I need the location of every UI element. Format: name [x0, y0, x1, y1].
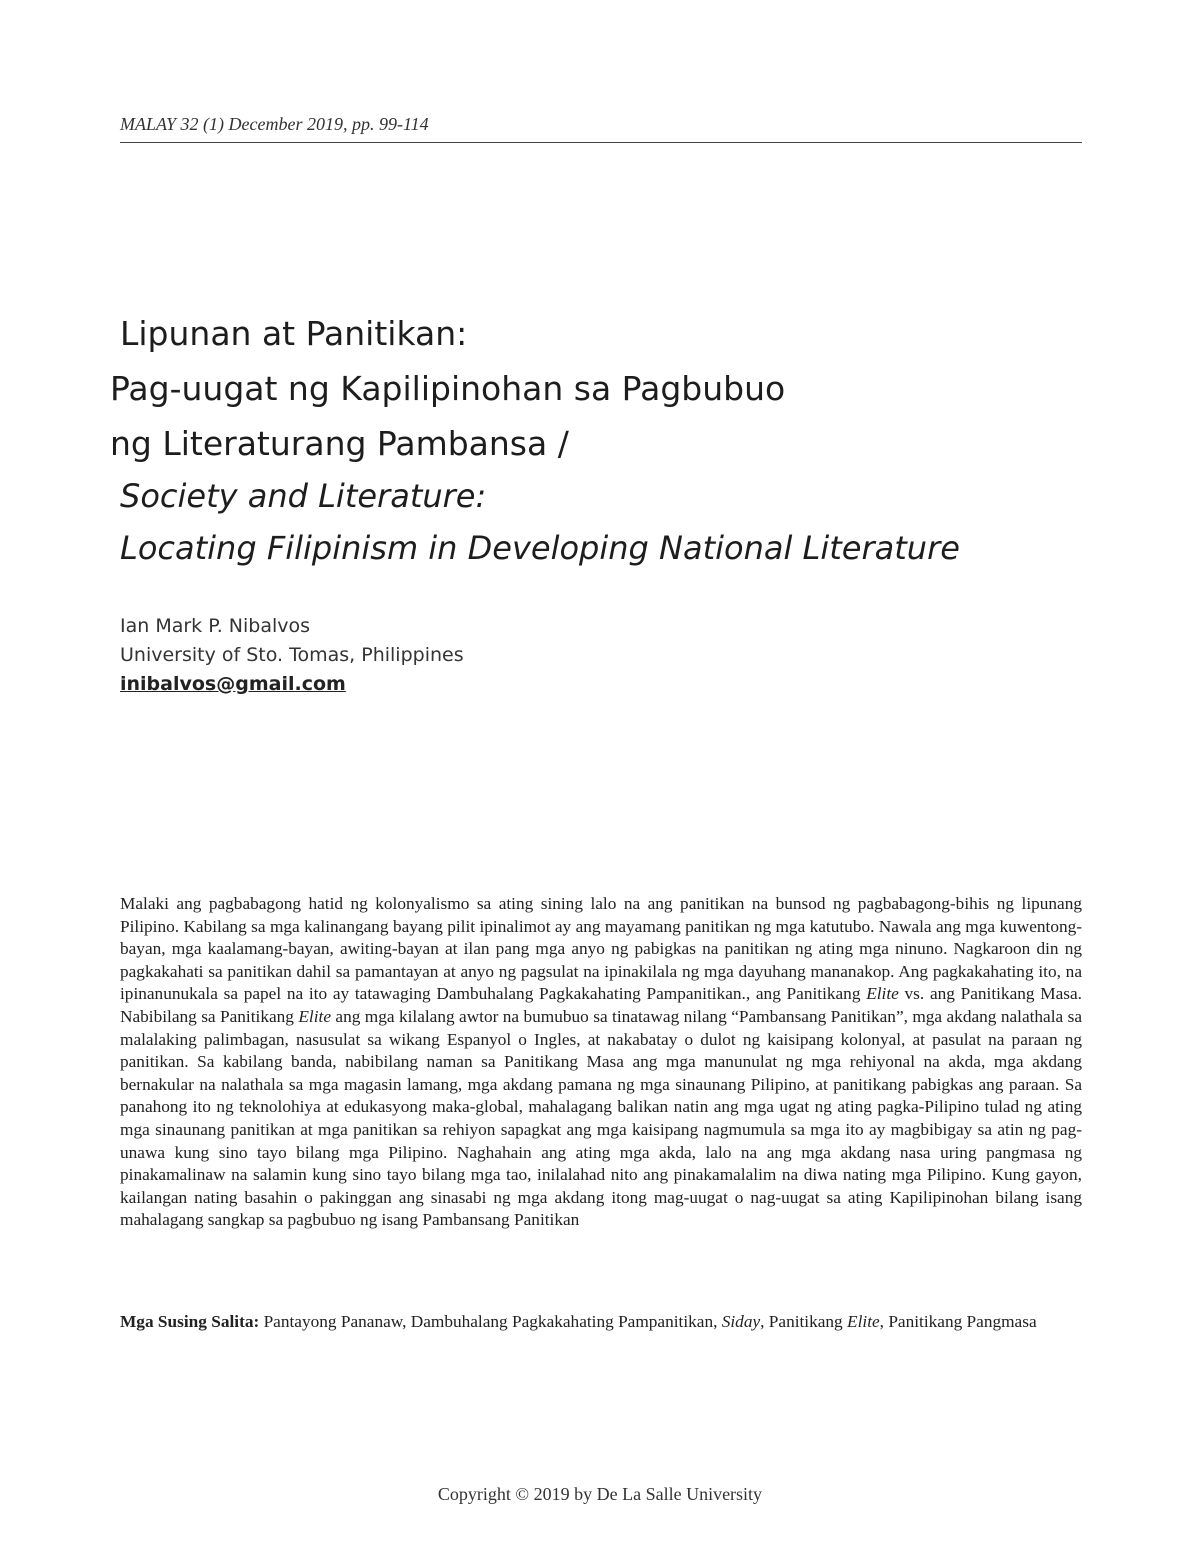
- title-filipino-line-3: ng Literaturang Pambansa /: [110, 424, 569, 463]
- author-affiliation: University of Sto. Tomas, Philippines: [120, 644, 464, 666]
- keywords: [120, 1311, 1082, 1334]
- copyright-notice: Copyright © 2019 by De La Salle University: [437, 1484, 763, 1504]
- abstract-elite-2: Elite: [298, 1006, 331, 1026]
- author-block: [120, 612, 464, 699]
- abstract: [120, 893, 1082, 1232]
- title-english: [120, 470, 1100, 574]
- title-english-line-2: Locating Filipinism in Developing National Literature: [120, 529, 960, 567]
- keywords-label: Mga Susing Salita:: [120, 1312, 260, 1331]
- abstract-text-2: vs. ang Panitikang Masa. Nabibilang sa Panitikang: [120, 984, 1082, 1026]
- keywords-text-1: Pantayong Pananaw, Dambuhalang Pagkakahating Pampanitikan,: [259, 1312, 722, 1331]
- keywords-elite: Elite: [847, 1312, 880, 1331]
- abstract-text-1: Malaki ang pagbabagong hatid ng kolonyalismo sa ating sining lalo na ang panitikan na bunsod ng pagbabagong-bihis ng lipunang Pilipino. Kabilang sa mga kalinangang bayang pilit ipinalimot ay ang mayamang panitikan ng mga katutubo. Nawala ang mga kuwentong-bayan, mga kaalamang-bayan, awiting-bayan at ilan pang mga anyo ng pabigkas na panitikan ng ating mga ninuno. Nagkaroon din ng pagkakahati sa panitikan dahil sa pamantayan at anyo ng pagsulat na ipinakilala ng mga dayuhang mananakop. Ang pagkakahating ito, na ipinanunukala sa papel na ito ay tatawaging Dambuhalang Pagkakahating Pampanitikan., ang Panitikang: [120, 894, 1082, 1004]
- keywords-text-3: , Panitikang Pangmasa: [879, 1312, 1037, 1331]
- title-filipino-line-2: Pag-uugat ng Kapilipinohan sa Pagbubuo: [110, 369, 786, 408]
- author-email-link[interactable]: inibalvos@gmail.com: [120, 673, 346, 695]
- header-rule: [120, 142, 1082, 143]
- title-english-line-1: Society and Literature:: [120, 477, 487, 515]
- title-filipino-line-1: Lipunan at Panitikan:: [120, 314, 468, 353]
- abstract-text-3: ang mga kilalang awtor na bumubuo sa tinatawag nilang “Pambansang Panitikan”, mga akdang nalathala sa malalaking palimbagan, nasusulat sa wikang Espanyol o Ingles, at nakabatay o dulot ng kaisipang kolonyal, at pasulat na paraan ng panitikan. Sa kabilang banda, nabibilang naman sa Panitikang Masa ang mga manunulat ng mga rehiyonal na akda, mga akdang bernakular na nalathala sa mga magasin lamang, mga akdang pamana ng mga sinaunang Pilipino, at panitikang pabigkas ang paraan. Sa panahong ito ng teknolohiya at edukasyong maka-global, mahalagang balikan natin ang mga ugat ng ating pagka-Pilipino tulad ng ating mga sinaunang panitikan at mga panitikan sa rehiyon sapagkat ang mga kaisipang nagmumula sa mga ito ay magbibigay sa atin ng pag-unawa kung sino tayo bilang mga Pilipino. Naghahain ang ating mga akda, lalo na ang mga akdang nasa uring pangmasa ng pinakamalinaw na salamin kung sino tayo bilang mga tao, inilalahad nito ang pinakamalalim na diwa nating mga Pilipino. Kung gayon, kailangan nating basahin o pakinggan ang sinasabi ng mga akdang itong mag-uugat o nag-uugat sa ating Kapilipinohan bilang isang mahalagang sangkap sa pagbubuo ng isang Pambansang Panitikan: [120, 1006, 1083, 1230]
- title-filipino: [110, 306, 1090, 471]
- running-head: MALAY 32 (1) December 2019, pp. 99-114: [120, 114, 429, 134]
- abstract-elite-1: Elite: [866, 984, 899, 1004]
- keywords-siday: Siday: [721, 1312, 761, 1331]
- author-name: Ian Mark P. Nibalvos: [120, 615, 311, 637]
- keywords-text-2: , Panitikang: [760, 1312, 848, 1331]
